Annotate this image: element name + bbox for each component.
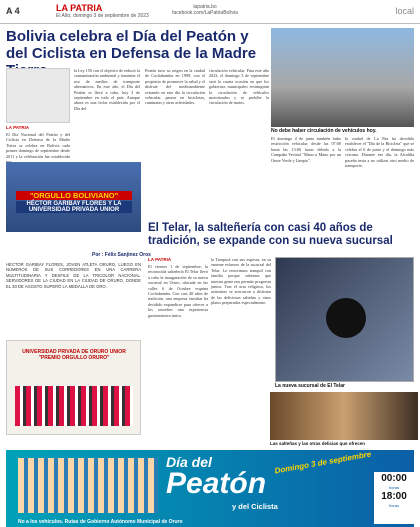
section-label: local xyxy=(395,6,414,16)
article-col-4: circulación vehicular. Para este año 2023, el domingo 3 de septiembre será la cuarta ocasión en que los gobiernos municipales restringirán la circulación de vehículos motorizados y se prohíbe la circulación de motos. xyxy=(209,68,269,106)
byline: Por : Félix Sanjinez Oros xyxy=(92,252,151,258)
photo-banner: "ORGULLO BOLIVIANO" HÉCTOR GARIBAY FLORES Y LA UNIVERSIDAD PRIVADA UNIOR xyxy=(16,190,132,213)
article2-col-1: LA PATRIA El viernes 1 de septiembre, la reconocida salteñería El Telar llevó a cabo la inauguración de su nueva sucursal en Oruro, ubicada en las calles 6 de Octubre esquina Cochabamba. Con casi 40 años de tradición, una empresa familiar ha decidido expandirse para ofrecer a los orureños una experiencia gastronómica única. xyxy=(148,257,208,318)
article-col-3: Peatón tuvo su origen en la ciudad de Cochabamba en 1999, con el propósito de promover la salud y el disfrute del medioambiente evitando en este día la circulación vehicular, pasear en bicicletas, caminatas y otras actividades. xyxy=(145,68,205,106)
page-number: A 4 xyxy=(6,6,20,16)
athlete-photo xyxy=(6,162,141,232)
newspaper-logo: LA PATRIA El Alto, domingo 3 de septiembre de 2023 xyxy=(56,3,149,19)
food-photo xyxy=(270,392,418,440)
people-image xyxy=(18,458,158,513)
group-image xyxy=(15,386,133,426)
article-col-1: LA PATRIA El Día Nacional del Peatón y del Ciclista en Defensa de la Madre Tierra se celebra en Bolivia cada primer domingo de septiembre desde 2011 y la celebración fue establecida xyxy=(6,125,70,159)
time-box: 00:00 horas 18:00 horas xyxy=(374,472,414,524)
article2-col-2: la Tarapacá con sus esposas, en su enorme esfuerzo de la sucursal del Telar. Lo renovamos tranquil con familia porque sabemos que nuestra gente nos permite progresar juntos. Tras el acto religioso, los asistentes se acercaron a disfrutar de las deliciosas salteñas y otros platos preparados especialmente. xyxy=(211,257,271,306)
right-col-1: El domingo 4 de junio también hubo restricción vehicular, desde las 07:00 hasta las 13:00 horas debido a la Campaña Vecinal "Mano a Mano por un Orure Verde y Limpio". xyxy=(271,136,341,163)
left-col: HÉCTOR GARIBAY FLORES, JOVEN ATLETA ORURO, LUEGO EN NÚMEROS DE SUS CORREDORES EN UNA CARRERA MULTITUDINARIA Y DESFILE DE LA TRICOLOR NACIONAL. SERVIDORES DE LA CIUDAD EN LA CIUDAD DE ORURO, DONDE EL 30 DE AGOSTO SUPERÓ LA MEDALLA DE ORO. xyxy=(6,262,141,289)
page-header xyxy=(0,0,420,24)
storefront-caption: La nueva sucursal de El Telar xyxy=(275,383,345,389)
award-photo: UNIVERSIDAD PRIVADA DE ORURO UNIOR "PREMIO ORGULLO ORURO" xyxy=(6,340,141,435)
right-col-2: la ciudad de La Paz ha decidido establecer el "Día de la Bicicleta" que se celebra el 6 de junio y el domingo más cercano. Durante ese día, la Alcaldía paceña insta a no utilizar otro medio de transporte. xyxy=(345,136,414,169)
storefront-photo xyxy=(275,257,414,382)
article2-title: El Telar, la salteñería con casi 40 años de tradición, se expande con su nueva sucursal xyxy=(148,222,393,247)
article-title: Bolivia celebra el Día del Peatón y del Ciclista en Defensa de la Madre xyxy=(6,28,257,62)
header-web: lapatria.bo facebook.com/LaPatriaBolivia xyxy=(172,4,238,16)
photo-caption: No debe haber circulación de vehículos hoy. xyxy=(271,128,377,134)
advert-banner: Día del Peatón y del Ciclista Domingo 3 de septiembre No a los vehículos. Rutas de Gobierno Autónomo Municipal de Oruro RESTRICCIÓN VEHICULAR 00:00 horas 18:00 horas xyxy=(6,450,414,527)
article-col-2: la Ley 150 con el objetivo de reducir la contaminación ambiental y fomentar el uso de medios de transporte alternativos. En este año, el Día del Peatón se llevó a cabo, hoy 3 de septiembre en todo el país. Aunque ahora es una fecha establecida por el Día del xyxy=(74,68,140,111)
street-photo xyxy=(271,28,414,127)
food-caption: Las salteñas y las otras delicias que ofrecen xyxy=(270,441,366,446)
